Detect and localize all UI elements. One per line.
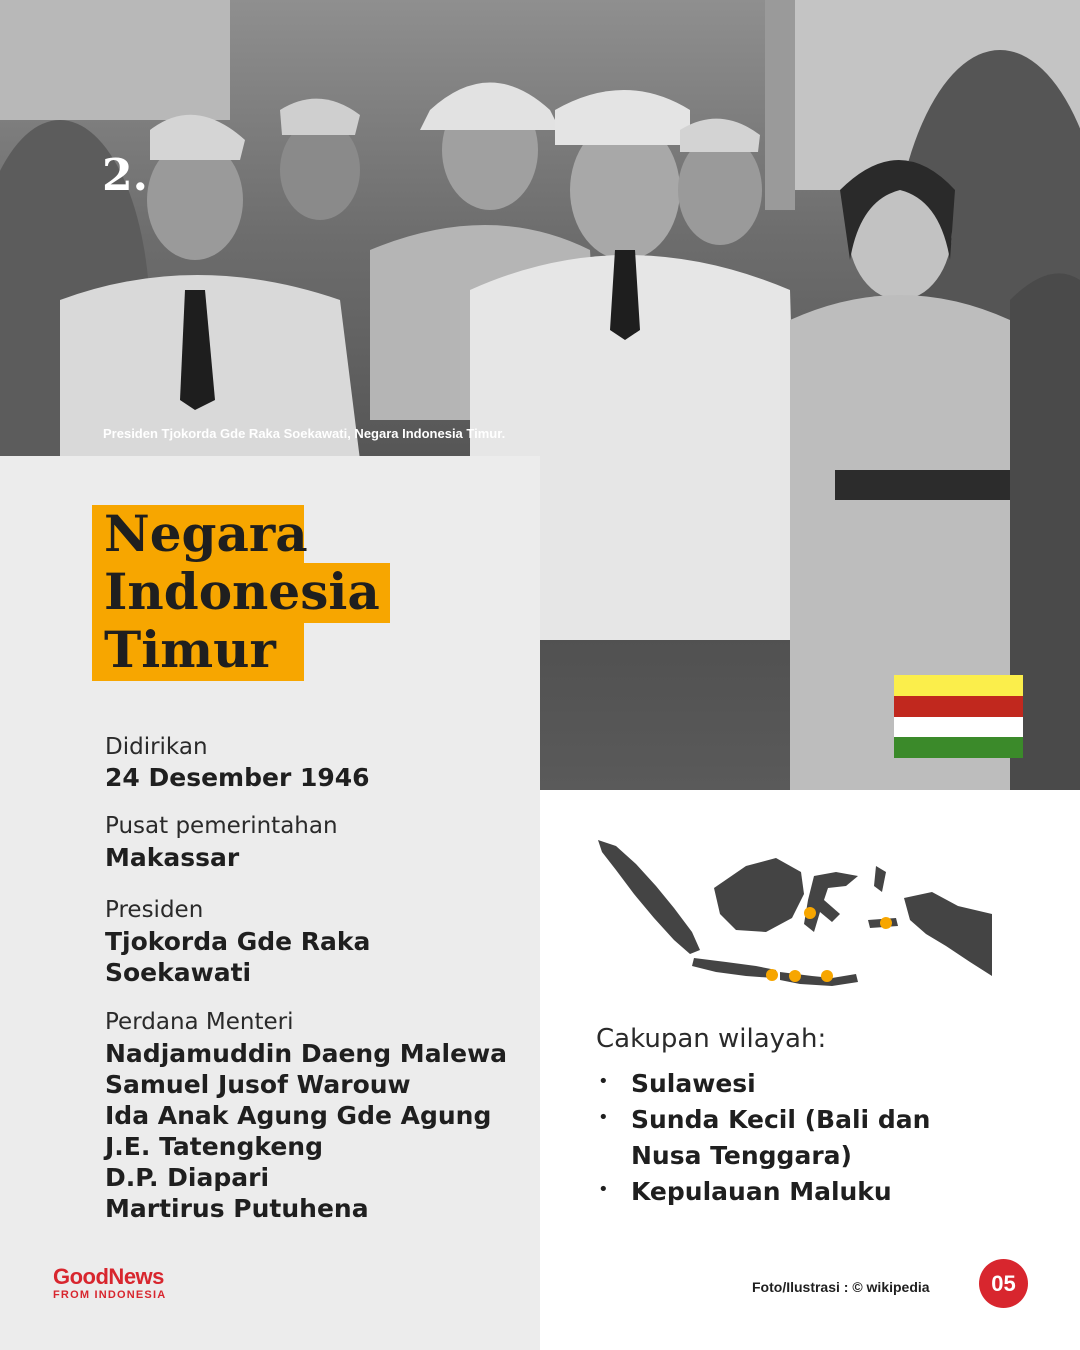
flag-stripe-red — [894, 696, 1023, 717]
flag-stripe-yellow — [894, 675, 1023, 696]
coverage-label: Cakupan wilayah: — [596, 1024, 827, 1054]
slide-number: 2. — [102, 150, 148, 201]
coverage-item-text: Sulawesi — [631, 1069, 756, 1098]
indonesia-map-icon — [596, 836, 996, 1001]
pm-name: J.E. Tatengkeng — [105, 1132, 323, 1161]
president-label: Presiden — [105, 897, 204, 923]
bullet-icon: • — [598, 1107, 609, 1128]
pm-name: D.P. Diapari — [105, 1163, 270, 1192]
coverage-item-text: Sunda Kecil (Bali dan — [631, 1105, 931, 1134]
photo-credit: Foto/Ilustrasi : © wikipedia — [752, 1279, 930, 1295]
pm-name: Martirus Putuhena — [105, 1194, 369, 1223]
flag-stripe-white — [894, 717, 1023, 738]
title-line-1: Negara — [92, 505, 304, 565]
photo-caption: Presiden Tjokorda Gde Raka Soekawati, Negara Indonesia Timur. — [103, 426, 506, 441]
founded-label: Didirikan — [105, 734, 208, 760]
page-number-badge: 05 — [979, 1259, 1028, 1308]
coverage-item-text: Nusa Tenggara) — [631, 1141, 852, 1170]
founded-value: 24 Desember 1946 — [105, 763, 370, 792]
pm-name: Ida Anak Agung Gde Agung — [105, 1101, 492, 1130]
pm-name: Samuel Jusof Warouw — [105, 1070, 411, 1099]
brand-subtitle: FROM INDONESIA — [53, 1289, 167, 1301]
title-line-2: Indonesia — [92, 563, 390, 623]
pm-label: Perdana Menteri — [105, 1009, 294, 1035]
president-value-line-2: Soekawati — [105, 958, 252, 987]
flag-icon — [894, 675, 1023, 758]
capital-label: Pusat pemerintahan — [105, 813, 338, 839]
coverage-item-text: Kepulauan Maluku — [631, 1177, 892, 1206]
brand-name: GoodNews — [53, 1264, 164, 1289]
brand-logo — [53, 1266, 166, 1301]
title-line-3: Timur — [92, 621, 304, 681]
pm-name: Nadjamuddin Daeng Malewa — [105, 1039, 508, 1068]
president-value-line-1: Tjokorda Gde Raka — [105, 927, 371, 956]
bullet-icon: • — [598, 1179, 609, 1200]
flag-stripe-green — [894, 737, 1023, 758]
bullet-icon: • — [598, 1071, 609, 1092]
capital-value: Makassar — [105, 843, 240, 872]
